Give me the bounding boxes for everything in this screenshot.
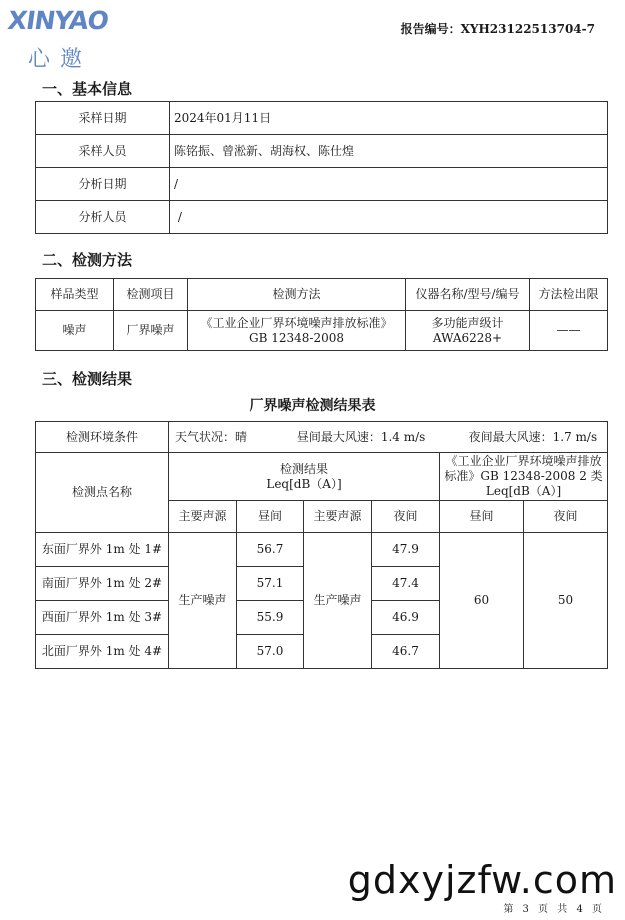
header-item: 检测项目 xyxy=(114,279,188,311)
section-basic-info-title: 一、基本信息 xyxy=(42,80,133,98)
env-label: 检测环境条件 xyxy=(36,422,169,453)
instrument-model: AWA6228+ xyxy=(432,330,503,345)
std-day-limit: 60 xyxy=(440,533,524,669)
standard-header xyxy=(440,453,608,501)
night-wind: 夜间最大风速：1.7 m/s xyxy=(468,429,598,444)
point-header: 检测点名称 xyxy=(36,453,169,533)
detect-item: 厂界噪声 xyxy=(114,311,188,351)
env-row xyxy=(36,422,608,453)
method-code: GB 12348-2008 xyxy=(249,330,344,345)
result-header xyxy=(169,453,440,501)
instrument-cell xyxy=(406,311,530,351)
table-row xyxy=(36,311,608,351)
sub-header-std-day: 昼间 xyxy=(440,501,524,533)
result-header-title: 检测结果 xyxy=(279,461,328,476)
night-value: 46.7 xyxy=(372,635,440,669)
source-night: 生产噪声 xyxy=(304,533,372,669)
day-wind: 昼间最大风速：1.4 m/s xyxy=(296,429,426,444)
row-label: 分析人员 xyxy=(36,201,170,234)
table-row xyxy=(36,201,608,234)
header-method: 检测方法 xyxy=(188,279,406,311)
header-row xyxy=(36,453,608,501)
standard-header-line3: Leq[dB（A）] xyxy=(485,484,562,498)
standard-header-line2: 标准》GB 12348-2008 2 类 xyxy=(444,469,603,483)
method-cell xyxy=(188,311,406,351)
detection-limit: —— xyxy=(530,311,608,351)
point-name: 西面厂界外 1m 处 3# xyxy=(36,601,169,635)
day-value: 57.1 xyxy=(237,567,304,601)
header-sample-type: 样品类型 xyxy=(36,279,114,311)
day-value: 56.7 xyxy=(237,533,304,567)
row-value: / xyxy=(170,168,608,201)
report-number: 报告编号：XYH23122513704-7 xyxy=(400,22,595,36)
day-value: 55.9 xyxy=(237,601,304,635)
sub-header-source-day: 主要声源 xyxy=(169,501,237,533)
instrument-name: 多功能声级计 xyxy=(431,315,504,330)
row-value: 2024年01月11日 xyxy=(170,102,608,135)
row-value: 陈铭振、曾淞新、胡海权、陈仕煌 xyxy=(170,135,608,168)
basic-info-table xyxy=(35,101,608,234)
env-values xyxy=(169,422,608,453)
night-value: 47.9 xyxy=(372,533,440,567)
night-value: 47.4 xyxy=(372,567,440,601)
table-row xyxy=(36,135,608,168)
section-results-title: 三、检测结果 xyxy=(42,370,133,388)
results-table xyxy=(35,421,608,669)
page-number: 第 3 页 共 4 页 xyxy=(503,904,605,915)
result-header-unit: Leq[dB（A）] xyxy=(266,476,342,491)
row-label: 分析日期 xyxy=(36,168,170,201)
header-limit: 方法检出限 xyxy=(530,279,608,311)
point-name: 东面厂界外 1m 处 1# xyxy=(36,533,169,567)
results-table-title: 厂界噪声检测结果表 xyxy=(249,398,376,414)
source-day: 生产噪声 xyxy=(169,533,237,669)
site-watermark: gdxyjzfw.com xyxy=(347,858,617,902)
header-instrument: 仪器名称/型号/编号 xyxy=(406,279,530,311)
method-name: 《工业企业厂界环境噪声排放标准》 xyxy=(200,315,393,330)
sub-header-std-night: 夜间 xyxy=(524,501,608,533)
point-name: 北面厂界外 1m 处 4# xyxy=(36,635,169,669)
day-value: 57.0 xyxy=(237,635,304,669)
sample-type: 噪声 xyxy=(36,311,114,351)
weather: 天气状况：晴 xyxy=(175,429,248,444)
table-row xyxy=(36,102,608,135)
table-header-row xyxy=(36,279,608,311)
table-row xyxy=(36,168,608,201)
row-label: 采样日期 xyxy=(36,102,170,135)
point-name: 南面厂界外 1m 处 2# xyxy=(36,567,169,601)
section-method-title: 二、检测方法 xyxy=(42,251,133,269)
table-row xyxy=(36,533,608,567)
sub-header-night: 夜间 xyxy=(372,501,440,533)
company-logo-en: XINYAO xyxy=(5,6,110,35)
method-table xyxy=(35,278,608,351)
sub-header-day: 昼间 xyxy=(237,501,304,533)
sub-header-source-night: 主要声源 xyxy=(304,501,372,533)
std-night-limit: 50 xyxy=(524,533,608,669)
night-value: 46.9 xyxy=(372,601,440,635)
row-label: 采样人员 xyxy=(36,135,170,168)
company-logo-cn: 心邀 xyxy=(28,47,93,72)
row-value: / xyxy=(170,201,608,234)
standard-header-line1: 《工业企业厂界环境噪声排放 xyxy=(445,454,602,468)
